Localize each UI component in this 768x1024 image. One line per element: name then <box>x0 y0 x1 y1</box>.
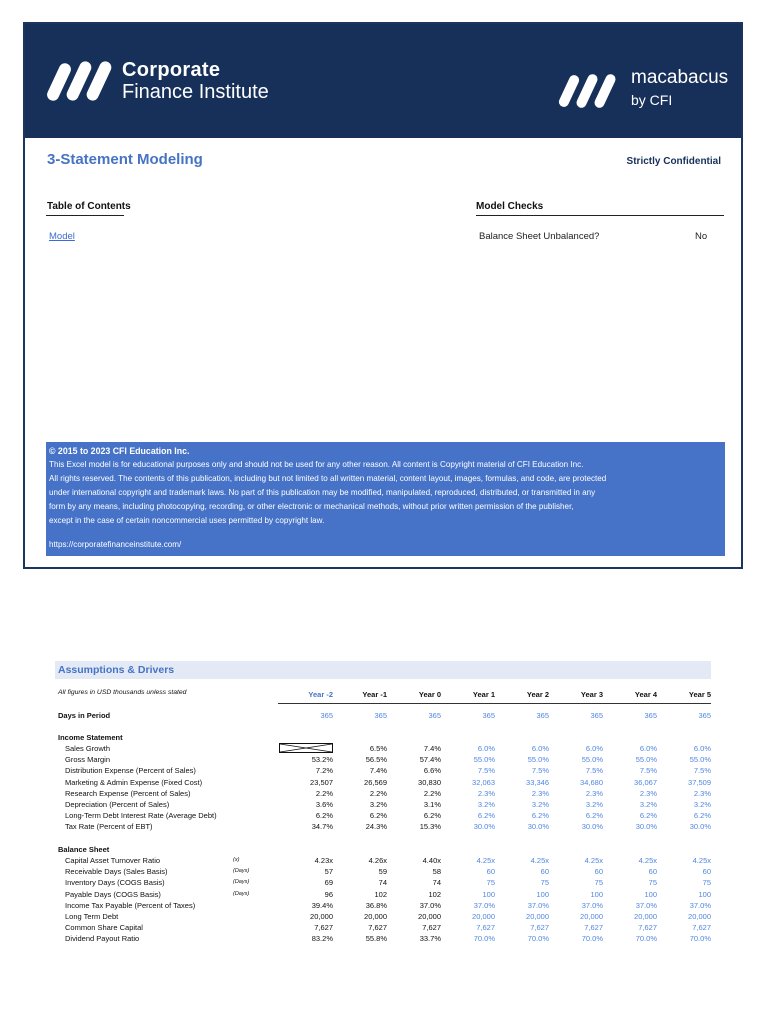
legal-line: form by any means, including photocopying, recording, or other electronic or mechanical methods, without prior written permission of the publisher, <box>49 502 574 511</box>
table-cell[interactable]: 100 <box>482 889 495 899</box>
row-label: Distribution Expense (Percent of Sales) <box>65 766 196 776</box>
table-cell[interactable]: 2.3% <box>531 788 549 798</box>
header-banner <box>25 24 741 138</box>
balance-check-label: Balance Sheet Unbalanced? <box>479 231 600 242</box>
table-cell[interactable]: 60 <box>486 867 495 877</box>
table-cell[interactable]: 4.40x <box>422 856 441 865</box>
table-cell[interactable]: 58 <box>432 867 441 877</box>
legal-notice <box>46 442 725 556</box>
legal-line: This Excel model is for educational purposes only and should not be used for any other reason. All content is Copyright material of CFI Education Inc. <box>49 460 584 469</box>
table-cell[interactable]: 57.4% <box>419 755 441 765</box>
table-cell[interactable]: 6.5% <box>369 744 387 753</box>
table-cell[interactable]: 2.2% <box>315 788 333 798</box>
table-cell[interactable]: 6.2% <box>639 811 657 821</box>
table-cell[interactable]: 75 <box>594 878 603 888</box>
table-cell[interactable]: 102 <box>428 889 441 899</box>
table-cell[interactable]: 6.2% <box>477 811 495 821</box>
cfi-wordmark-line2: Finance Institute <box>122 81 269 103</box>
assumptions-title-bar <box>55 661 711 679</box>
balance-check-value: No <box>695 231 708 242</box>
table-cell[interactable]: 3.2% <box>477 800 495 809</box>
table-cell[interactable]: 36,067 <box>634 777 657 787</box>
row-label: Capital Asset Turnover Ratio <box>65 856 161 865</box>
table-row <box>0 800 768 811</box>
table-cell[interactable]: 2.3% <box>477 788 495 798</box>
table-cell[interactable]: 60 <box>540 867 549 877</box>
table-cell[interactable]: 15.3% <box>419 822 441 832</box>
table-cell[interactable]: 60 <box>648 867 657 877</box>
table-cell[interactable]: 7,627 <box>638 923 657 933</box>
table-cell[interactable]: 32,063 <box>472 777 495 787</box>
table-cell[interactable]: 57 <box>324 867 333 877</box>
table-cell[interactable]: 6.2% <box>369 811 387 821</box>
table-cell[interactable]: 96 <box>324 889 333 899</box>
table-cell[interactable]: 2.3% <box>693 788 711 798</box>
table-cell[interactable]: 20,000 <box>310 912 333 921</box>
table-cell[interactable]: 55.0% <box>635 755 657 765</box>
macabacus-wordmark-line1: macabacus <box>631 67 729 88</box>
year-header: Year -1 <box>362 690 387 699</box>
macabacus-wordmark-line2: by CFI <box>631 92 673 108</box>
table-cell[interactable]: 37.0% <box>473 900 495 910</box>
table-cell[interactable]: 6.6% <box>423 766 441 776</box>
table-cell[interactable]: 7.5% <box>531 766 549 776</box>
table-cell[interactable]: 6.0% <box>531 744 549 753</box>
row-label: Long-Term Debt Interest Rate (Average Debt) <box>65 811 217 821</box>
row-unit: (Days) <box>233 868 250 875</box>
table-cell[interactable]: 37.0% <box>635 900 657 910</box>
table-cell[interactable]: 365 <box>428 711 441 720</box>
table-cell[interactable]: 7,627 <box>530 923 549 933</box>
table-cell[interactable]: 23,507 <box>310 777 333 787</box>
copyright-line: © 2015 to 2023 CFI Education Inc. <box>49 446 190 456</box>
table-cell[interactable]: 3.6% <box>315 800 333 809</box>
year-header: Year 0 <box>418 690 441 699</box>
legal-line: under international copyright and trademark laws. No part of this publication may be modified, manipulated, reproduced, distributed, or transmitted in any <box>49 488 596 497</box>
year-header: Year -2 <box>308 690 333 699</box>
table-row <box>0 711 768 722</box>
units-note: All figures in USD thousands unless stated <box>58 689 187 696</box>
table-cell[interactable]: 20,000 <box>364 912 387 921</box>
table-cell[interactable]: 60 <box>594 867 603 877</box>
toc-link-model[interactable]: Model <box>49 231 75 242</box>
table-cell[interactable]: 70.0% <box>473 934 495 944</box>
table-cell[interactable]: 69 <box>324 878 333 888</box>
table-cell[interactable]: 60 <box>702 867 711 877</box>
table-cell[interactable]: 53.2% <box>311 755 333 765</box>
table-cell[interactable]: 7,627 <box>476 923 495 933</box>
legal-line: except in the case of certain noncommercial uses permitted by copyright law. <box>49 516 325 525</box>
table-cell[interactable]: 7,627 <box>368 923 387 933</box>
table-cell[interactable]: 74 <box>432 878 441 888</box>
table-cell[interactable]: 100 <box>536 889 549 899</box>
table-cell[interactable]: 7.4% <box>423 744 441 753</box>
table-cell[interactable]: 75 <box>540 878 549 888</box>
table-cell[interactable]: 6.2% <box>423 811 441 821</box>
table-cell[interactable]: 7.5% <box>693 766 711 776</box>
table-row <box>0 901 768 912</box>
table-cell[interactable]: 55.0% <box>527 755 549 765</box>
table-cell[interactable]: 2.2% <box>369 788 387 798</box>
table-cell[interactable]: 4.25x <box>584 856 603 865</box>
table-cell[interactable]: 20,000 <box>472 912 495 921</box>
table-cell[interactable]: 2.3% <box>585 788 603 798</box>
page-title: 3-Statement Modeling <box>47 151 203 168</box>
table-cell[interactable]: 4.25x <box>638 856 657 865</box>
table-cell[interactable]: 6.0% <box>585 744 603 753</box>
table-cell[interactable]: 4.26x <box>368 856 387 865</box>
table-cell[interactable]: 6.2% <box>315 811 333 821</box>
row-label: Inventory Days (COGS Basis) <box>65 878 165 888</box>
table-cell[interactable]: 2.2% <box>423 788 441 798</box>
table-cell[interactable]: 3.2% <box>639 800 657 809</box>
table-cell[interactable]: 30.0% <box>635 822 657 832</box>
row-label: Marketing & Admin Expense (Fixed Cost) <box>65 777 203 787</box>
row-label: Income Tax Payable (Percent of Taxes) <box>65 900 196 910</box>
table-cell[interactable]: 6.2% <box>585 811 603 821</box>
na-cell-icon <box>279 743 333 753</box>
table-cell[interactable]: 20,000 <box>688 912 711 921</box>
table-cell[interactable]: 7,627 <box>584 923 603 933</box>
table-cell[interactable]: 55.8% <box>365 934 387 944</box>
row-label: Days in Period <box>58 711 111 720</box>
table-cell[interactable]: 4.25x <box>476 856 495 865</box>
table-row <box>0 766 768 777</box>
toc-heading: Table of Contents <box>47 201 131 212</box>
table-cell[interactable]: 365 <box>320 711 333 720</box>
table-cell[interactable]: 365 <box>482 711 495 720</box>
table-cell[interactable]: 20,000 <box>634 912 657 921</box>
table-cell[interactable]: 33.7% <box>419 934 441 944</box>
table-cell[interactable]: 100 <box>698 889 711 899</box>
table-cell[interactable]: 30.0% <box>581 822 603 832</box>
table-cell[interactable]: 37.0% <box>689 900 711 910</box>
table-cell[interactable]: 59 <box>378 867 387 877</box>
table-cell[interactable]: 7,627 <box>422 923 441 933</box>
table-cell[interactable]: 7,627 <box>314 923 333 933</box>
table-cell[interactable]: 6.2% <box>693 811 711 821</box>
year-header: Year 5 <box>688 690 711 699</box>
table-row <box>0 890 768 901</box>
assumptions-title: Assumptions & Drivers <box>58 664 175 676</box>
row-label: Long Term Debt <box>65 912 119 921</box>
table-cell[interactable]: 3.2% <box>585 800 603 809</box>
website-url: https://corporatefinanceinstitute.com/ <box>49 540 182 549</box>
table-cell[interactable]: 7.5% <box>585 766 603 776</box>
row-label: Gross Margin <box>65 755 111 765</box>
row-label: Receivable Days (Sales Basis) <box>65 867 168 877</box>
table-cell[interactable]: 39.4% <box>311 900 333 910</box>
table-cell[interactable]: 4.23x <box>314 856 333 865</box>
table-cell[interactable]: 3.2% <box>693 800 711 809</box>
table-cell[interactable]: 34,680 <box>580 777 603 787</box>
table-cell[interactable]: 70.0% <box>635 934 657 944</box>
table-cell[interactable]: 56.5% <box>365 755 387 765</box>
table-cell[interactable]: 7.5% <box>477 766 495 776</box>
table-cell[interactable]: 55.0% <box>689 755 711 765</box>
year-header: Year 1 <box>472 690 495 699</box>
cover-page <box>23 22 743 569</box>
cfi-wordmark-line1: Corporate <box>122 59 221 81</box>
row-label: Common Share Capital <box>65 923 143 933</box>
table-row <box>0 934 768 945</box>
year-header: Year 2 <box>526 690 549 699</box>
row-unit: (Days) <box>233 879 250 886</box>
table-cell[interactable]: 365 <box>536 711 549 720</box>
table-row <box>0 912 768 923</box>
section-heading: Income Statement <box>58 733 123 742</box>
table-cell[interactable]: 3.1% <box>423 800 441 809</box>
cfi-logo-icon <box>47 58 117 104</box>
table-cell[interactable]: 37.0% <box>419 900 441 910</box>
table-cell[interactable]: 4.25x <box>530 856 549 865</box>
section-heading-row <box>0 845 768 856</box>
cfi-wordmark <box>122 60 269 102</box>
row-label: Research Expense (Percent of Sales) <box>65 788 191 798</box>
table-cell[interactable]: 70.0% <box>581 934 603 944</box>
table-cell[interactable]: 20,000 <box>418 912 441 921</box>
table-cell[interactable]: 33,346 <box>526 777 549 787</box>
table-cell[interactable]: 30,830 <box>418 777 441 787</box>
table-cell[interactable]: 70.0% <box>527 934 549 944</box>
table-cell[interactable]: 365 <box>644 711 657 720</box>
table-cell[interactable]: 26,569 <box>364 777 387 787</box>
table-cell[interactable]: 6.0% <box>639 744 657 753</box>
table-cell[interactable]: 74 <box>378 878 387 888</box>
table-cell[interactable]: 55.0% <box>473 755 495 765</box>
table-row <box>0 867 768 878</box>
row-label: Sales Growth <box>65 744 111 753</box>
table-cell[interactable]: 102 <box>374 889 387 899</box>
table-cell[interactable]: 37.0% <box>581 900 603 910</box>
table-cell[interactable]: 24.3% <box>365 822 387 832</box>
row-label: Dividend Payout Ratio <box>65 934 140 944</box>
table-cell[interactable]: 100 <box>644 889 657 899</box>
table-row <box>0 755 768 766</box>
table-cell[interactable]: 100 <box>590 889 603 899</box>
table-row <box>0 856 768 867</box>
legal-line: All rights reserved. The contents of this publication, including but not limited to all written material, content layout, images, formulas, and code, are protected <box>49 474 607 483</box>
table-cell[interactable]: 75 <box>486 878 495 888</box>
table-row <box>0 744 768 755</box>
table-cell[interactable]: 4.25x <box>692 856 711 865</box>
year-header: Year 4 <box>634 690 657 699</box>
table-cell[interactable]: 55.0% <box>581 755 603 765</box>
table-row <box>0 811 768 822</box>
table-cell[interactable]: 34.7% <box>311 822 333 832</box>
table-row <box>0 778 768 789</box>
table-cell[interactable]: 30.0% <box>527 822 549 832</box>
section-heading-row <box>0 733 768 744</box>
table-cell[interactable]: 7.4% <box>369 766 387 776</box>
table-cell[interactable]: 83.2% <box>311 934 333 944</box>
table-cell[interactable]: 6.2% <box>531 811 549 821</box>
confidential-label: Strictly Confidential <box>626 156 721 167</box>
table-cell[interactable]: 70.0% <box>689 934 711 944</box>
macabacus-wordmark <box>631 68 728 107</box>
table-cell[interactable]: 3.2% <box>531 800 549 809</box>
table-cell[interactable]: 37,509 <box>688 777 711 787</box>
row-unit: (Days) <box>233 890 250 897</box>
table-cell[interactable]: 6.0% <box>477 744 495 753</box>
table-cell[interactable]: 7.2% <box>315 766 333 776</box>
table-cell[interactable]: 7,627 <box>692 923 711 933</box>
table-cell[interactable]: 3.2% <box>369 800 387 809</box>
table-cell[interactable]: 7.5% <box>639 766 657 776</box>
table-cell[interactable]: 6.0% <box>693 744 711 753</box>
year-header: Year 3 <box>580 690 603 699</box>
table-cell[interactable]: 75 <box>702 878 711 888</box>
row-label: Payable Days (COGS Basis) <box>65 889 161 899</box>
table-cell[interactable]: 365 <box>374 711 387 720</box>
table-cell[interactable]: 75 <box>648 878 657 888</box>
table-cell[interactable]: 37.0% <box>527 900 549 910</box>
toc-divider <box>46 215 124 216</box>
table-cell[interactable]: 20,000 <box>526 912 549 921</box>
table-cell[interactable]: 36.8% <box>365 900 387 910</box>
table-row <box>0 923 768 934</box>
row-unit: (x) <box>233 857 240 863</box>
table-row <box>0 789 768 800</box>
table-cell[interactable]: 365 <box>590 711 603 720</box>
table-cell[interactable]: 365 <box>698 711 711 720</box>
table-row <box>0 822 768 833</box>
table-row <box>0 878 768 889</box>
table-cell[interactable]: 30.0% <box>689 822 711 832</box>
section-heading: Balance Sheet <box>58 845 110 854</box>
model-checks-heading: Model Checks <box>476 201 544 212</box>
table-cell[interactable]: 20,000 <box>580 912 603 921</box>
row-label: Depreciation (Percent of Sales) <box>65 800 170 809</box>
row-label: Tax Rate (Percent of EBT) <box>65 822 153 832</box>
table-cell[interactable]: 30.0% <box>473 822 495 832</box>
model-checks-divider <box>476 215 724 216</box>
table-cell[interactable]: 2.3% <box>639 788 657 798</box>
year-header-divider <box>278 703 711 704</box>
macabacus-logo-icon <box>558 72 626 110</box>
